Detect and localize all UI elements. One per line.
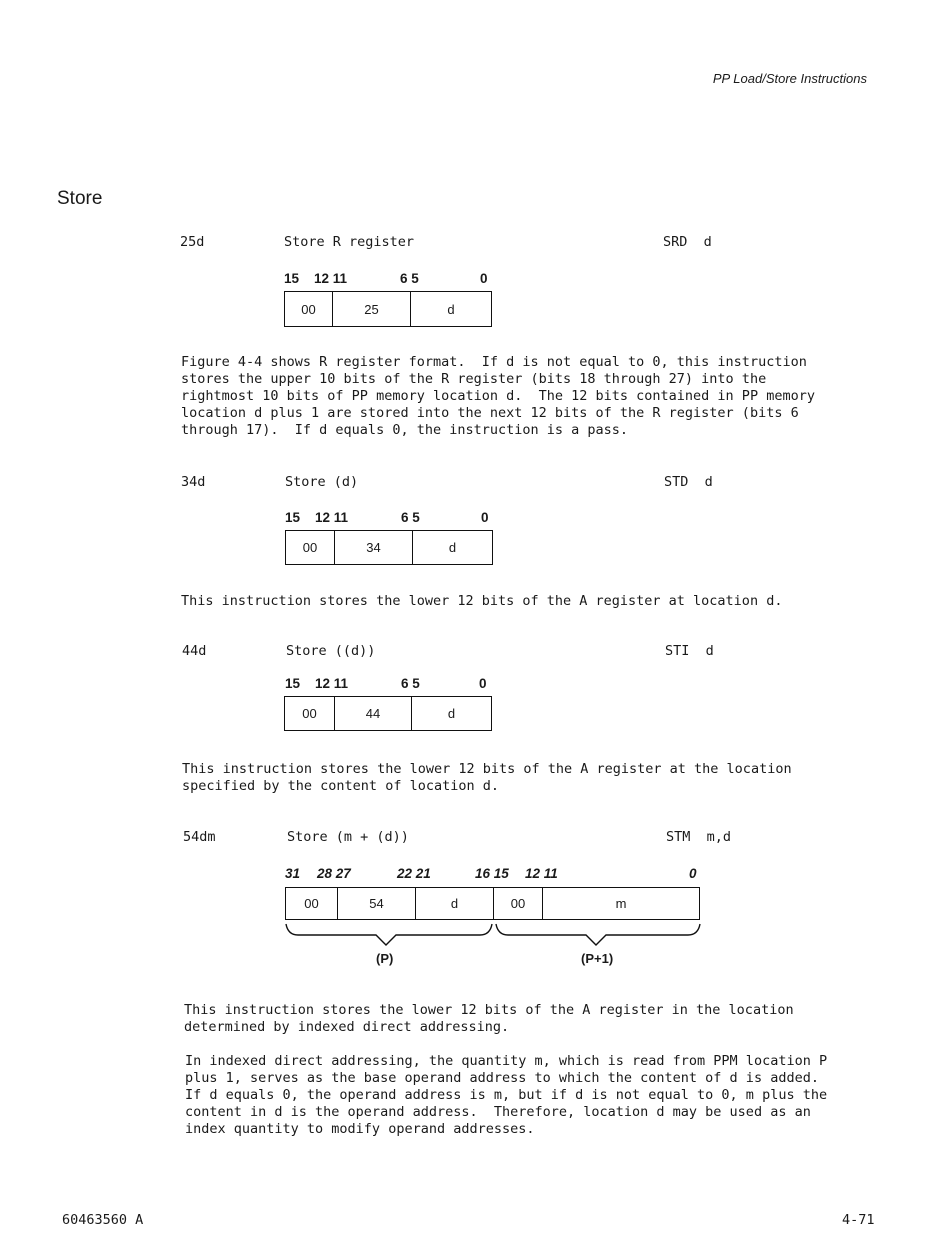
field-cell: 00 <box>285 697 335 730</box>
opcode: 25d <box>180 234 205 250</box>
bit-label: 16 15 <box>475 866 509 881</box>
word-brackets <box>284 920 704 946</box>
brace-p-plus-1 <box>496 924 700 945</box>
mnemonic: STI d <box>665 643 714 659</box>
instruction-format-box <box>284 696 492 731</box>
field-cell: 34 <box>335 531 413 564</box>
instruction-name: Store ((d)) <box>286 643 376 659</box>
running-head: PP Load/Store Instructions <box>712 71 867 86</box>
field-cell: d <box>448 540 457 555</box>
page-number: 4-71 <box>842 1212 875 1228</box>
description-paragraph: This instruction stores the lower 12 bits of the A register at location d. <box>181 593 783 609</box>
instruction-name: Store (d) <box>285 474 359 490</box>
bit-position-labels <box>285 676 495 694</box>
description-paragraph: This instruction stores the lower 12 bits of the A register in the location determined by indexed direct addressing. <box>184 1002 794 1035</box>
description-paragraph: Figure 4-4 shows R register format. If d is not equal to 0, this instruction stores the upper 10 bits of the R register (bits 18 through 27) into the rightmost 10 bits of PP memory location d. The 12 bits contained in PP memory location d plus 1 are stored into the next 12 bits of the R register (bits 6 through 17). If d equals 0, the instruction is a pass. <box>181 354 815 438</box>
opcode: 54dm <box>183 829 216 845</box>
bit-label: 0 <box>479 676 487 691</box>
brace-label: (P+1) <box>581 951 614 966</box>
bit-label: 15 <box>285 676 301 691</box>
bit-position-labels <box>285 510 495 528</box>
mnemonic: STM m,d <box>666 829 732 845</box>
bit-label: 6 5 <box>400 271 419 286</box>
mnemonic: STD d <box>664 474 713 490</box>
brace-p <box>286 924 492 945</box>
bit-label: 6 5 <box>401 676 420 691</box>
bit-label: 28 27 <box>317 866 351 881</box>
field-cell: d <box>416 888 494 919</box>
bit-position-labels <box>284 271 494 289</box>
field-cell: 44 <box>335 697 412 730</box>
bit-label: 15 <box>285 510 301 525</box>
description-paragraph: This instruction stores the lower 12 bits of the A register at the location specified by the content of location d. <box>182 761 792 794</box>
bit-label: 12 11 <box>314 271 348 286</box>
bit-label: 6 5 <box>401 510 420 525</box>
section-title: Store <box>57 188 103 209</box>
bit-label: 0 <box>481 510 489 525</box>
field-cell: 00 <box>285 292 333 326</box>
bit-label: 0 <box>480 271 488 286</box>
mnemonic: SRD d <box>663 234 712 250</box>
description-paragraph: In indexed direct addressing, the quantity m, which is read from PPM location P plus 1, serves as the base operand address to which the content of d is added. If d equals 0, the operand address is m, but if d is not equal to 0, m plus the content in d is the operand address. Therefore, location d may be used as an index quantity to modify operand addresses. <box>185 1053 828 1137</box>
field-cell: 00 <box>286 888 338 919</box>
instruction-name: Store (m + (d)) <box>287 829 409 845</box>
document-number: 60463560 A <box>62 1212 144 1228</box>
bit-position-labels <box>285 866 705 884</box>
bit-label: 22 21 <box>397 866 431 881</box>
field-cell: d <box>447 706 456 721</box>
bit-label: 31 <box>285 866 301 881</box>
brace-label: (P) <box>376 951 394 966</box>
field-cell: 25 <box>333 292 411 326</box>
instruction-format-box <box>285 887 700 920</box>
instruction-format-box <box>285 530 493 565</box>
field-cell: d <box>447 301 455 317</box>
bit-label: 12 11 <box>315 676 349 691</box>
field-cell: 00 <box>286 531 335 564</box>
field-cell: 00 <box>494 888 543 919</box>
field-cell: 54 <box>338 888 416 919</box>
bit-label: 0 <box>689 866 697 881</box>
opcode: 44d <box>182 643 207 659</box>
opcode: 34d <box>181 474 206 490</box>
instruction-format-box <box>284 291 492 327</box>
bit-label: 12 11 <box>525 866 558 881</box>
field-cell: m <box>615 896 627 911</box>
bit-label: 12 11 <box>315 510 349 525</box>
bit-label: 15 <box>284 271 300 286</box>
instruction-name: Store R register <box>284 234 415 250</box>
